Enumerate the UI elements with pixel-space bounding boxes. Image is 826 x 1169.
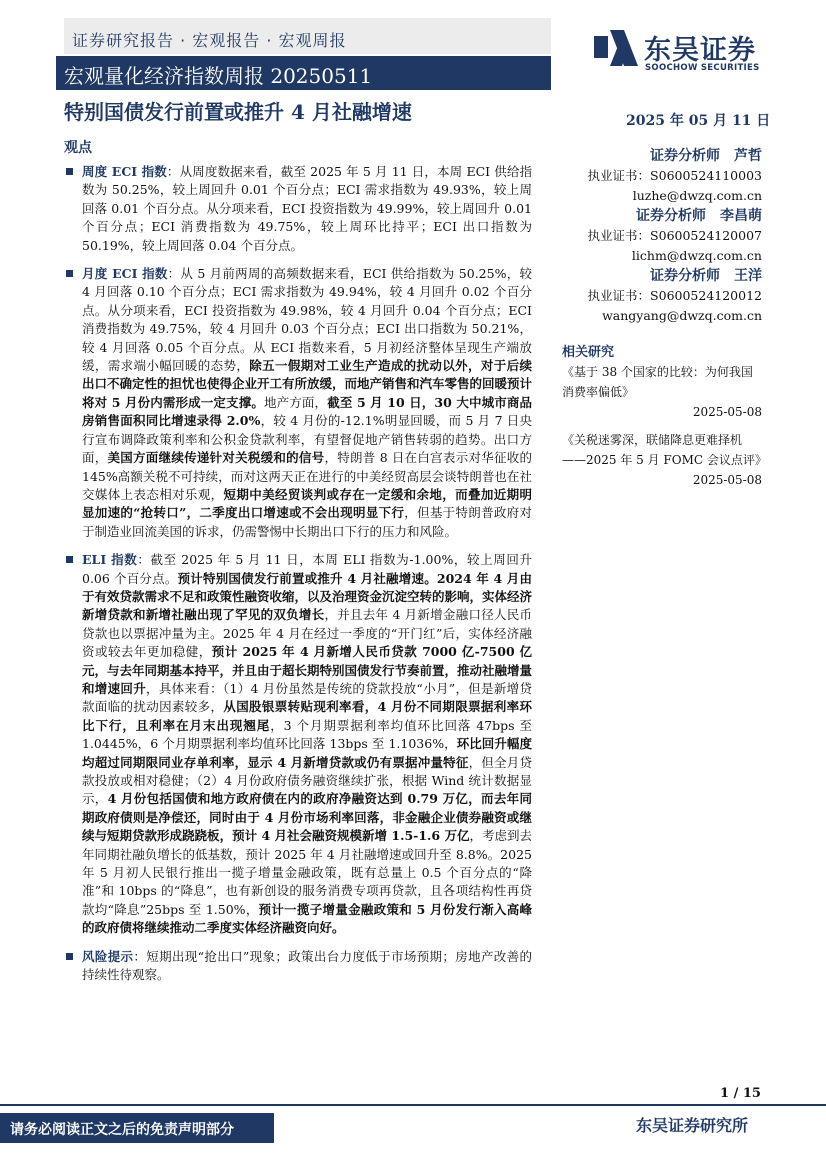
analyst-cert: 执业证书：S0600524110003: [587, 168, 762, 183]
related-research-title: 相关研究: [562, 345, 615, 360]
body-text: ，3 个月期票据利率均值环比回落 47bps 至 1.0445%，6 个月期票据利率均值环比回落 13bps 至 1.1036%，: [82, 717, 532, 752]
bold-text: 预计 2025 年 4 月新增人民币贷款 7000 亿-7500 亿元，与去年同期基本持平，并且由于超长期特别国债发行节奏前置，推动社融增量和增速回升: [82, 644, 533, 696]
body-text: ，并且去年 4 月新增金融口径人民币贷款也以票据冲量为主。2025 年 4 月在经过一季度的“开门红”后，实体经济融资或较去年更加稳健，: [82, 607, 532, 660]
report-title: 宏观量化经济指数周报 20250511: [64, 64, 373, 88]
analyst-cert: 执业证书：S0600524120012: [587, 288, 762, 303]
bold-text: 短期中美经贸谈判或存在一定缓和余地，而叠加近期明显加速的“抢转口”，二季度出口增速或不会出现明显下行: [82, 486, 532, 521]
analyst-card: [570, 266, 762, 326]
bold-text: 除五一假期对工业生产造成的扰动以外，对于后续出口不确定性的担忧也使得企业开工有所放缓，而地产销售和汽车零售的回暖预计将对 5 月份内需形成一定支撑。: [82, 358, 533, 410]
analyst-name: 证券分析师 李昌萌: [636, 208, 762, 224]
page-title: 特别国债发行前置或推升 4 月社融增速: [64, 100, 412, 124]
bold-text: 环比回升幅度均超过同期限同业存单利率，显示 4 月新增贷款或仍有票据冲量特征: [82, 736, 532, 770]
paragraph-lead: 周度 ECI 指数: [82, 164, 167, 179]
institute-name: 东吴证券研究所: [636, 1116, 749, 1135]
report-date: 2025 年 05 月 11 日: [626, 113, 771, 129]
soochow-logo-icon: [594, 30, 638, 66]
paragraph-block: [64, 551, 532, 938]
square-bullet-icon: [66, 556, 73, 563]
body-text: ，但全月贷款投放或相对稳健；（2）4 月份政府债务融资继续扩张，根据 Wind 统计数据显示，: [82, 754, 532, 807]
section-title: 观点: [64, 140, 92, 156]
paragraph-lead: ELI 指数: [82, 552, 138, 568]
footer-divider: [0, 1104, 826, 1106]
square-bullet-icon: [66, 953, 73, 960]
related-item-title[interactable]: 《基于 38 个国家的比较：为何我国消费率偏低》: [562, 365, 753, 399]
square-bullet-icon: [66, 168, 73, 175]
body-text: 地产方面，: [263, 394, 328, 410]
body-text: ，考虑到去年同期社融负增长的低基数，预计 2025 年 4 月社融增速或回升至 8.8%。2025 年 5 月初人民银行推出一揽子增量金融政策，既有总量上 0.5 个百分点的“降准”和 10bps 的“降息”，也有新创设的服务消费专项再贷款，且各项结构性再贷款均“降息”25bps 至 1.50%，: [82, 828, 532, 917]
analyst-email[interactable]: luzhe@dwzq.com.cn: [632, 188, 762, 203]
related-item-date: 2025-05-08: [692, 473, 762, 487]
body-text: ：从 5 月前两周的高频数据来看，ECI 供给指数为 50.25%，较 4 月回落 0.10 个百分点；ECI 需求指数为 49.94%，较 4 月回升 0.02 个百分点。从分项来看，ECI 投资指数为 49.98%，较 4 月回升 0.04 个百分点；ECI 消费指数为 49.75%，较 4 月回升 0.03 个百分点；ECI 出口指数为 50.21%，较 4 月回落 0.05 个百分点。从 ECI 指数来看，5 月初经济整体呈现生产端放缓，需求端小幅回暖的态势，: [82, 266, 532, 374]
body-text: ，但基于特朗普政府对于制造业回流美国的诉求，仍需警惕中长期出口下行的压力和风险。: [82, 505, 532, 539]
disclaimer-notice: 请务必阅读正文之后的免责声明部分: [10, 1122, 234, 1138]
logo-text: 东吴证券: [644, 35, 756, 66]
analyst-list: [570, 146, 762, 326]
related-item-title[interactable]: 《关税迷雾深，联储降息更难择机——2025 年 5 月 FOMC 会议点评》: [562, 433, 767, 467]
related-item-date: 2025-05-08: [692, 405, 762, 419]
analyst-name: 证券分析师 芦哲: [650, 148, 762, 164]
analyst-card: [570, 206, 762, 266]
bold-text: 从国股银票转贴现利率看，4 月份不同期限票据利率环比下行，且利率在月末出现翘尾: [82, 699, 532, 733]
bold-text: 预计特别国债发行前置或推升 4 月社融增速。2024 年 4 月由于有效贷款需求不足和政策性融资收缩，以及治理资金沉淀空转的影响，实体经济新增贷款和新增社融出现了罕见的双负增长: [82, 570, 533, 623]
paragraph-lead: 风险提示: [82, 948, 134, 964]
body-text: ：截至 2025 年 5 月 11 日，本周 ELI 指数为-1.00%，较上周回升 0.06 个百分点。: [82, 552, 532, 586]
related-research-list: [562, 362, 767, 498]
paragraph-block: [64, 265, 532, 541]
bold-text: 预计一揽子增量金融政策和 5 月份发行渐入高峰的政府债将继续推动二季度实体经济融资向好。: [82, 901, 532, 936]
main-content: [64, 163, 532, 994]
paragraph-block: [64, 163, 532, 255]
page-number: 1 / 15: [720, 1086, 761, 1101]
body-text: ：从周度数据来看，截至 2025 年 5 月 11 日，本周 ECI 供给指数为 50.25%，较上周回升 0.01 个百分点；ECI 需求指数为 49.93%，较上周回落 0.01 个百分点。从分项来看，ECI 投资指数为 49.99%，较上周回升 0.01 个百分点；ECI 消费指数为 49.75%，较上周环比持平；ECI 出口指数为 50.19%，较上周回落 0.04 个百分点。: [82, 164, 532, 253]
analyst-card: [570, 146, 762, 206]
bold-text: 美国方面继续传递针对关税缓和的信号: [107, 450, 325, 466]
breadcrumb: 证券研究报告 · 宏观报告 · 宏观周报: [72, 31, 347, 50]
analyst-cert: 执业证书：S0600524120007: [587, 228, 762, 243]
body-text: ，特朗普 8 日在白宫表示对华征收的 145%高额关税不可持续，而对这两天正在进行的中美经贸高层会谈特朗普也在社交媒体上表态相对乐观，: [82, 450, 532, 502]
bold-text: 截至 5 月 10 日，30 大中城市商品房销售面积同比增速录得 2.0%: [82, 394, 533, 429]
analyst-name: 证券分析师 王洋: [650, 268, 762, 284]
square-bullet-icon: [66, 270, 73, 277]
bold-text: 4 月份包括国债和地方政府债在内的政府净融资达到 0.79 万亿，而去年同期政府债则是净偿还，同时由于 4 月份市场利率回落，非金融企业债券融资或继续与短期贷款形成跷跷板，预计 4 月社会融资规模新增 1.5-1.6 万亿: [82, 791, 532, 844]
body-text: ，较 4 月份的-12.1%明显回暖，而 5 月 7 日央行宣布调降政策利率和公积金贷款利率，有望督促地产销售转弱的趋势。出口方面，: [82, 413, 532, 466]
body-text: ，具体来看：（1）4 月份虽然是传统的贷款投放“小月”，但是新增贷款面临的扰动因素较多，: [82, 680, 532, 715]
paragraph-block: [64, 948, 532, 985]
paragraph-lead: 月度 ECI 指数: [82, 266, 168, 282]
analyst-email[interactable]: wangyang@dwzq.com.cn: [602, 308, 762, 323]
analyst-email[interactable]: lichm@dwzq.com.cn: [631, 248, 762, 263]
logo-english-text: SOOCHOW SECURITIES: [645, 63, 760, 73]
body-text: ：短期出现“抢出口”现象；政策出台力度低于市场预期；房地产改善的持续性待观察。: [82, 948, 532, 983]
